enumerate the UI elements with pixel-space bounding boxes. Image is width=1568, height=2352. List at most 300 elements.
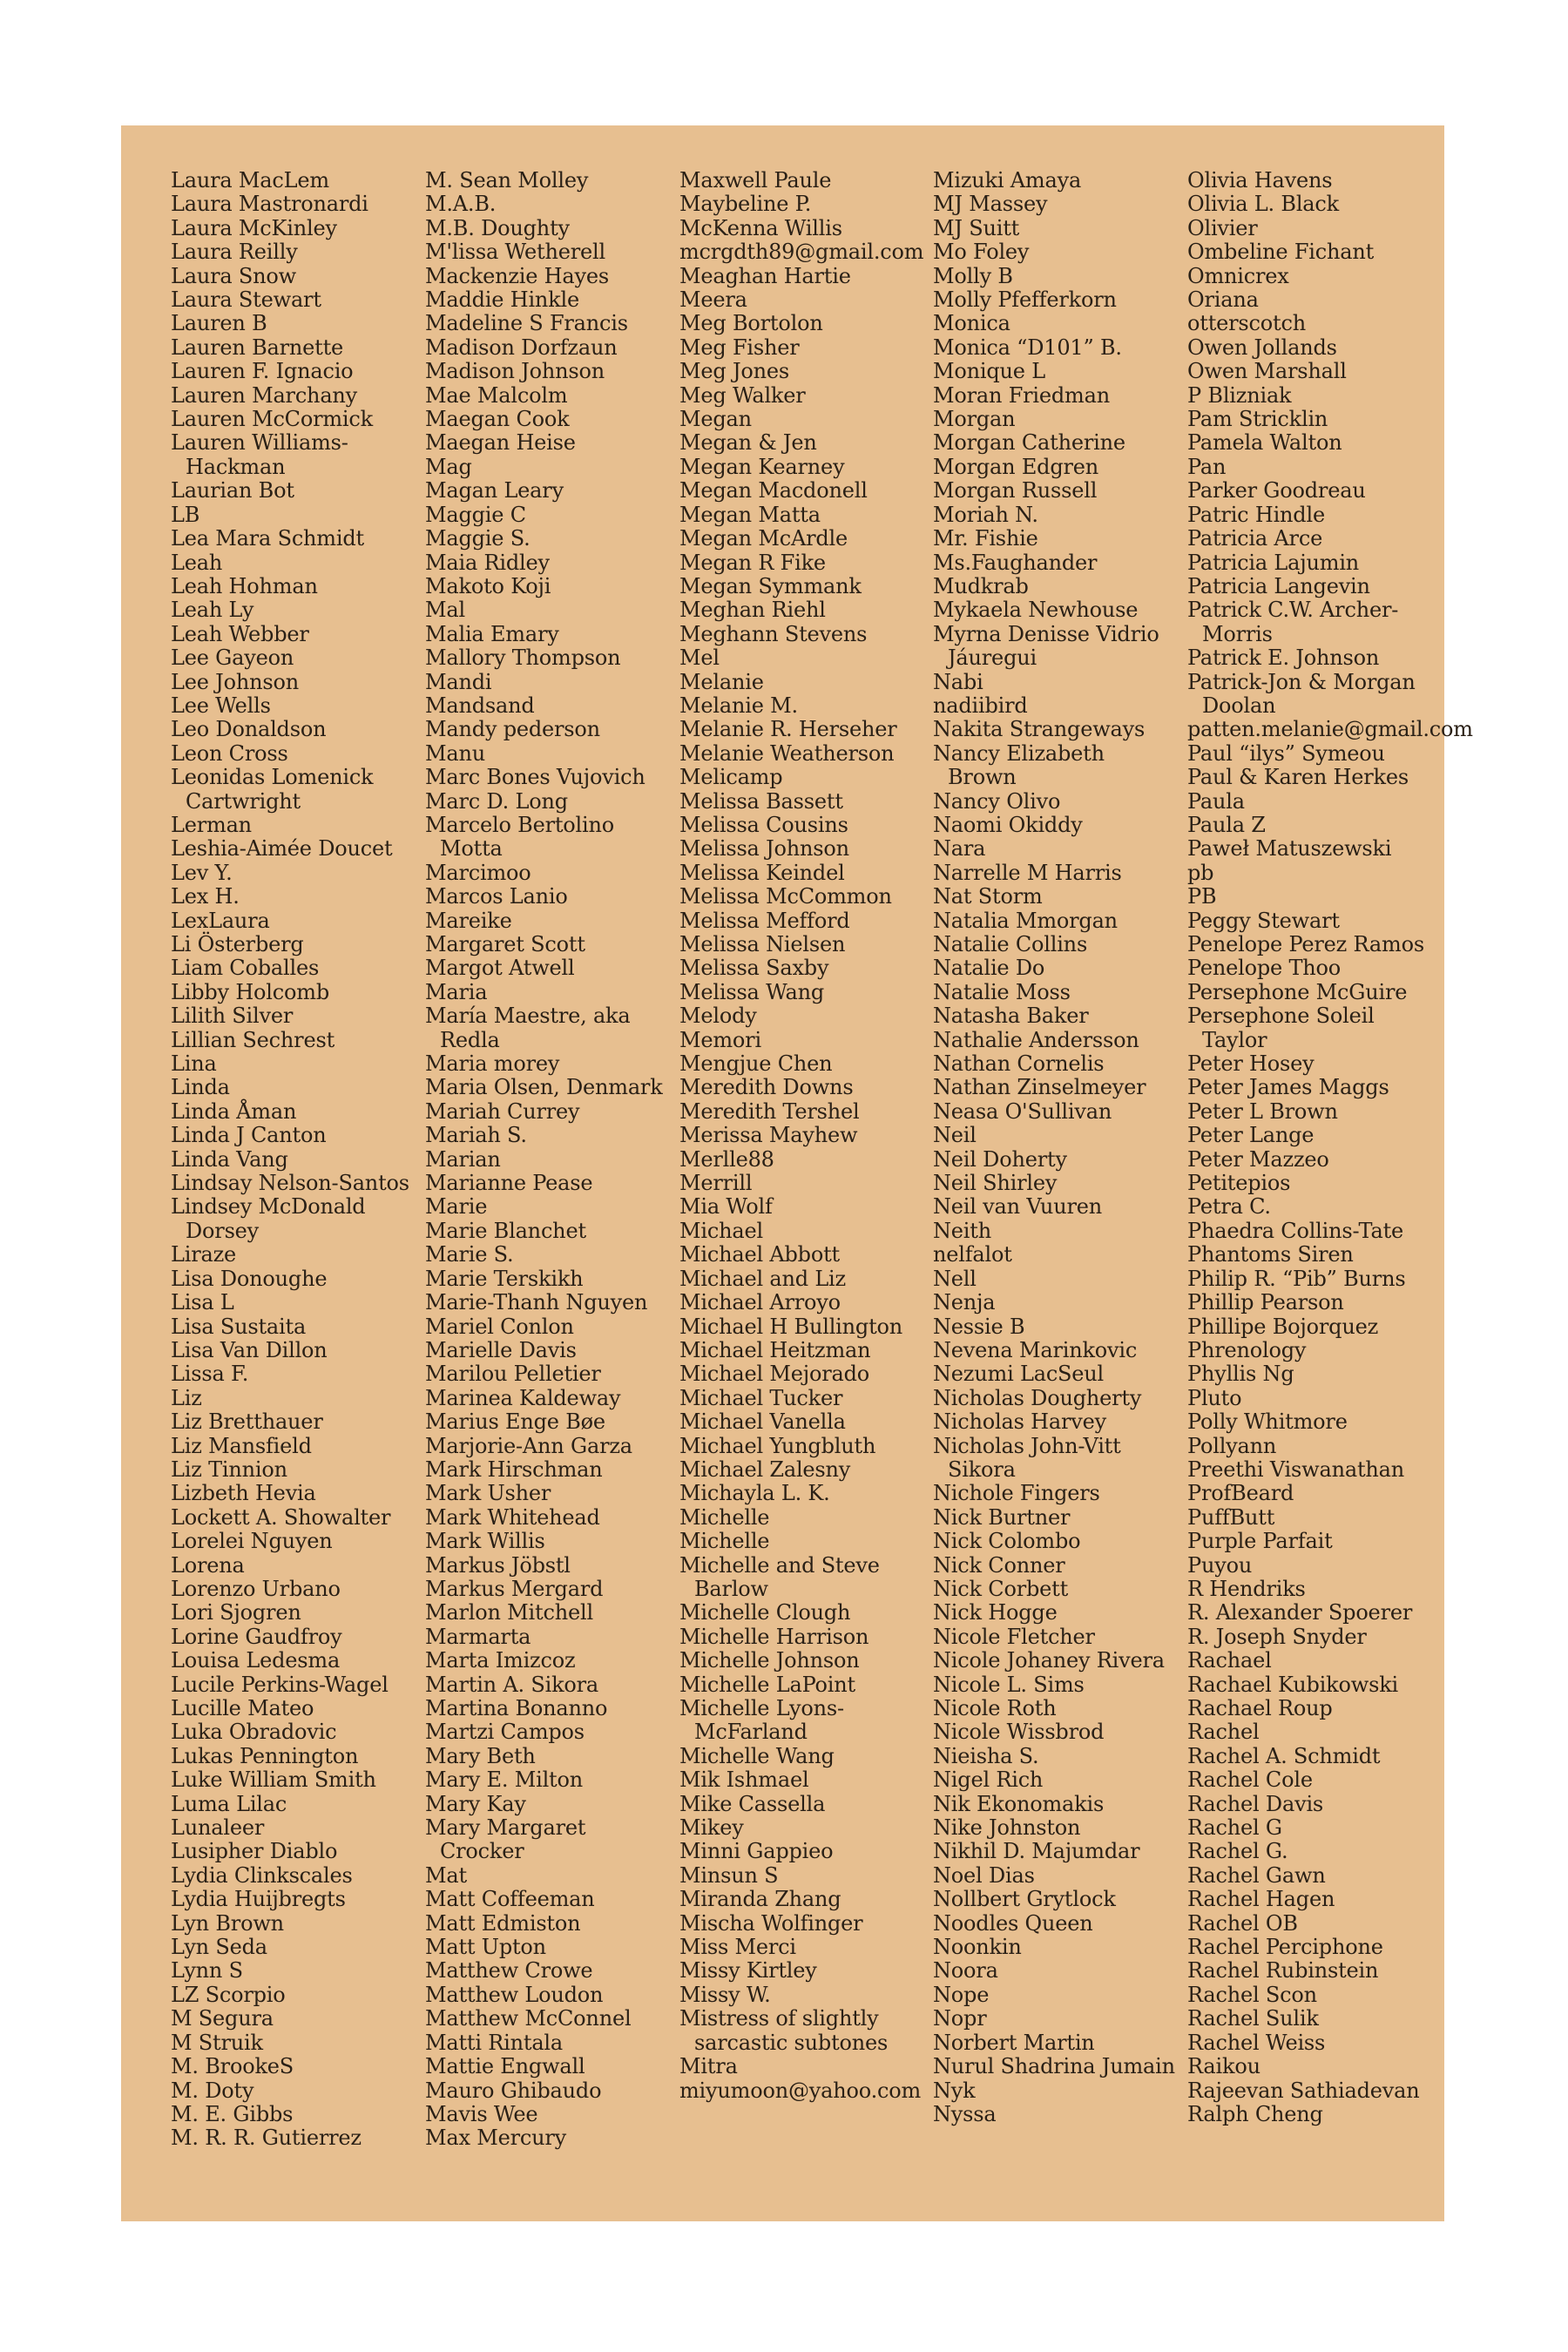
backer-name: Rachel OB bbox=[1187, 1910, 1298, 1936]
backer-name: Nat Storm bbox=[933, 884, 1043, 909]
backer-name: Laura McKinley bbox=[171, 215, 337, 240]
backer-name: M.B. Doughty bbox=[425, 215, 570, 240]
backer-name: Parker Goodreau bbox=[1187, 478, 1366, 504]
backer-name: Rachel Weiss bbox=[1187, 2030, 1326, 2055]
backer-name: Lyn Seda bbox=[171, 1935, 267, 1960]
backer-name: Nyssa bbox=[933, 2101, 997, 2126]
backer-name: Laura Mastronardi bbox=[171, 192, 368, 217]
name-column-2 bbox=[425, 169, 669, 2151]
backer-name: Marta Imizcoz bbox=[425, 1648, 576, 1673]
backer-name: Nell bbox=[933, 1266, 977, 1291]
backer-name: Michael Mejorado bbox=[679, 1362, 870, 1387]
backer-name: M. BrookeS bbox=[171, 2054, 294, 2079]
backer-name: Nick Corbett bbox=[933, 1576, 1069, 1601]
backer-name: Melanie Weatherson bbox=[679, 740, 895, 766]
backer-name: Lorenzo Urbano bbox=[171, 1576, 341, 1601]
name-column-3 bbox=[679, 169, 923, 2103]
backer-name: Marilou Pelletier bbox=[425, 1362, 601, 1387]
backer-name: Noodles Queen bbox=[933, 1910, 1093, 1936]
backer-name: Michael Abbott bbox=[679, 1242, 840, 1267]
backer-name: Morgan Russell bbox=[933, 478, 1098, 504]
backer-name: Mia Wolf bbox=[679, 1194, 773, 1220]
backer-name: Lydia Huijbregts bbox=[171, 1887, 346, 1912]
backer-name: Marie-Thanh Nguyen bbox=[425, 1290, 648, 1315]
backer-name: Molly B bbox=[933, 263, 1013, 288]
backer-name: Phillip Pearson bbox=[1187, 1290, 1344, 1315]
backer-name: Merlle88 bbox=[679, 1146, 774, 1172]
backer-name: Michelle Clough bbox=[679, 1600, 851, 1625]
backer-name: Leshia-Aimée Doucet bbox=[171, 836, 393, 862]
backer-name: Minni Gappieo bbox=[679, 1839, 834, 1864]
backer-name: Marian bbox=[425, 1146, 501, 1172]
backer-name: Luma Lilac bbox=[171, 1791, 287, 1816]
backer-name: Maxwell Paule bbox=[679, 168, 832, 193]
backer-name: Mal bbox=[425, 598, 465, 623]
backer-name: Mike Cassella bbox=[679, 1791, 826, 1816]
backer-name: Michael Vanella bbox=[679, 1409, 846, 1435]
backer-name: Marlon Mitchell bbox=[425, 1600, 593, 1625]
backer-name: Markus Jöbstl bbox=[425, 1552, 571, 1578]
backer-name: Rachel Gawn bbox=[1187, 1862, 1326, 1888]
backer-name: Michael Zalesny bbox=[679, 1456, 851, 1482]
backer-name: Megan McArdle bbox=[679, 526, 848, 551]
backer-name: Meg Jones bbox=[679, 359, 790, 384]
backer-name: Lilith Silver bbox=[171, 1004, 294, 1029]
backer-name: Mik Ishmael bbox=[679, 1767, 809, 1793]
backer-name: Melissa Bassett bbox=[679, 788, 843, 814]
backer-name: patten.melanie@gmail.com bbox=[1187, 717, 1473, 742]
backer-name: Paweł Matuszewski bbox=[1187, 836, 1392, 862]
backer-name: Nara bbox=[933, 836, 986, 862]
backer-name: Mallory Thompson bbox=[425, 645, 621, 671]
backer-name: Lyn Brown bbox=[171, 1910, 284, 1936]
backer-name: Margaret Scott bbox=[425, 932, 585, 956]
backer-name: Lauren McCormick bbox=[171, 407, 373, 432]
backer-name: Linda bbox=[171, 1075, 230, 1100]
backer-name: Matt Edmiston bbox=[425, 1910, 581, 1936]
backer-name: Penelope Thoo bbox=[1187, 956, 1342, 981]
backer-name: Marcos Lanio bbox=[425, 884, 568, 909]
backer-name: Merissa Mayhew bbox=[679, 1123, 858, 1148]
backer-name: Luka Obradovic bbox=[171, 1720, 337, 1745]
backer-name: Leah Webber bbox=[171, 621, 309, 646]
backer-name: Lee Johnson bbox=[171, 669, 299, 694]
backer-name: Nakita Strangeways bbox=[933, 717, 1146, 742]
backer-name: Patricia Lajumin bbox=[1187, 550, 1360, 575]
backer-name: Moran Friedman bbox=[933, 382, 1110, 408]
backer-name: LB bbox=[171, 502, 200, 527]
backer-name: R Hendriks bbox=[1187, 1576, 1306, 1601]
backer-name: Linda Åman bbox=[171, 1098, 297, 1124]
backer-name: Michelle and Steve Barlow bbox=[679, 1552, 880, 1601]
backer-name: Lex H. bbox=[171, 884, 240, 909]
backer-name: Marie Terskikh bbox=[425, 1266, 584, 1291]
backer-name: Mauro Ghibaudo bbox=[425, 2078, 602, 2103]
backer-name: Laura Stewart bbox=[171, 287, 321, 313]
backer-name: Nathan Cornelis bbox=[933, 1051, 1105, 1077]
backer-name: Maegan Cook bbox=[425, 407, 570, 432]
backer-name: Phrenology bbox=[1187, 1337, 1307, 1362]
backer-name: Rachael bbox=[1187, 1648, 1272, 1673]
backer-name: Phaedra Collins-Tate bbox=[1187, 1218, 1404, 1243]
backer-name: Meghann Stevens bbox=[679, 621, 868, 646]
backer-name: Nollbert Grytlock bbox=[933, 1887, 1116, 1912]
backer-name: Mischa Wolfinger bbox=[679, 1910, 863, 1936]
backer-name: Mandi bbox=[425, 669, 492, 694]
backer-name: Nathalie Andersson bbox=[933, 1027, 1139, 1052]
backer-name: Neil van Vuuren bbox=[933, 1194, 1102, 1220]
backer-name: Mag bbox=[425, 454, 472, 479]
backer-name: Michael Heitzman bbox=[679, 1337, 871, 1362]
name-column-5 bbox=[1187, 168, 1473, 2126]
backer-name: Liz bbox=[171, 1385, 202, 1410]
backer-name: Mary E. Milton bbox=[425, 1767, 583, 1793]
backer-name: Rachel Scon bbox=[1187, 1982, 1317, 2007]
backer-name: Mattie Engwall bbox=[425, 2054, 585, 2079]
backer-name: Patrick C.W. Archer-Morris bbox=[1187, 598, 1399, 646]
backer-name: Michael Tucker bbox=[679, 1385, 843, 1410]
backer-name: Purple Parfait bbox=[1187, 1529, 1333, 1554]
backer-name: LexLaura bbox=[171, 908, 270, 933]
backer-name: Lauren F. Ignacio bbox=[171, 359, 354, 384]
backer-name: Nikhil D. Majumdar bbox=[933, 1839, 1140, 1864]
backer-name: Mizuki Amaya bbox=[933, 168, 1082, 193]
backer-name: Norbert Martin bbox=[933, 2030, 1095, 2055]
backer-name: Paula bbox=[1187, 788, 1245, 814]
backer-name: Mary Kay bbox=[425, 1791, 526, 1816]
backer-name: Lea Mara Schmidt bbox=[171, 526, 364, 551]
backer-name: Meaghan Hartie bbox=[679, 263, 851, 288]
backer-name: Maegan Heise bbox=[425, 430, 576, 456]
backer-name: nelfalot bbox=[933, 1242, 1012, 1267]
backer-name: Manu bbox=[425, 740, 485, 766]
backer-name: Meera bbox=[679, 287, 747, 313]
backer-name: Melody bbox=[679, 1004, 757, 1029]
backer-name: Peter Mazzeo bbox=[1187, 1146, 1329, 1172]
backer-name: Mat bbox=[425, 1862, 467, 1888]
backer-name: Maybeline P. bbox=[679, 192, 812, 217]
backer-name: Naomi Okiddy bbox=[933, 812, 1083, 837]
backer-name: Nicholas Harvey bbox=[933, 1409, 1106, 1435]
backer-name: Melanie M. bbox=[679, 693, 798, 718]
backer-name: Melissa Wang bbox=[679, 979, 825, 1004]
backer-name: Melissa Johnson bbox=[679, 836, 849, 862]
backer-name: Rachel Rubinstein bbox=[1187, 1958, 1379, 1984]
backer-name: Ralph Cheng bbox=[1187, 2101, 1323, 2126]
backer-name: Mistress of slightly sarcastic subtones bbox=[679, 2006, 889, 2055]
backer-name: Nicholas John-Vitt Sikora bbox=[933, 1433, 1121, 1482]
backer-name: Monica “D101” B. bbox=[933, 335, 1122, 360]
backer-name: Rachel G. bbox=[1187, 1839, 1288, 1864]
backer-name: Louisa Ledesma bbox=[171, 1648, 341, 1673]
backer-name: Peter Lange bbox=[1187, 1123, 1315, 1148]
backer-name: Rachel Perciphone bbox=[1187, 1935, 1383, 1960]
backer-name: Morgan Edgren bbox=[933, 454, 1099, 479]
backer-name: Miss Merci bbox=[679, 1935, 796, 1960]
backer-name: Megan Symmank bbox=[679, 573, 862, 598]
backer-name: Meghan Riehl bbox=[679, 598, 826, 623]
backer-name: Libby Holcomb bbox=[171, 979, 329, 1004]
backer-name: Natalia Mmorgan bbox=[933, 908, 1118, 933]
backer-name: pb bbox=[1187, 860, 1214, 885]
backer-name: Owen Marshall bbox=[1187, 359, 1347, 384]
backer-name: Max Mercury bbox=[425, 2126, 567, 2151]
backer-name: Noel Dias bbox=[933, 1862, 1035, 1888]
backer-name: Phillipe Bojorquez bbox=[1187, 1314, 1379, 1339]
backer-name: Maggie C bbox=[425, 502, 526, 527]
backer-name: Olivia L. Black bbox=[1187, 192, 1340, 217]
backer-name: Patric Hindle bbox=[1187, 502, 1325, 527]
backer-name: M Segura bbox=[171, 2006, 274, 2031]
backer-name: Mae Malcolm bbox=[425, 382, 568, 408]
backer-name: MJ Massey bbox=[933, 192, 1048, 217]
backer-name: Leah Hohman bbox=[171, 573, 318, 598]
backer-name: Memori bbox=[679, 1027, 761, 1052]
backer-name: Lorine Gaudfroy bbox=[171, 1624, 342, 1649]
backer-name: Nick Hogge bbox=[933, 1600, 1058, 1625]
backer-name: miyumoon@yahoo.com bbox=[679, 2078, 922, 2103]
backer-name: Melissa Nielsen bbox=[679, 932, 846, 956]
backer-name: Megan bbox=[679, 407, 752, 432]
backer-name: Markus Mergard bbox=[425, 1576, 604, 1601]
backer-name: Puyou bbox=[1187, 1552, 1253, 1578]
backer-name: Rachel A. Schmidt bbox=[1187, 1743, 1381, 1768]
backer-name: Nurul Shadrina Jumain bbox=[933, 2054, 1175, 2079]
backer-name: Megan Macdonell bbox=[679, 478, 868, 504]
backer-name: Preethi Viswanathan bbox=[1187, 1456, 1405, 1482]
backer-name: Lauren B bbox=[171, 311, 267, 336]
backer-name: Nieisha S. bbox=[933, 1743, 1039, 1768]
backer-name: Matt Coffeeman bbox=[425, 1887, 595, 1912]
backer-name: Liraze bbox=[171, 1242, 237, 1267]
backer-name: Lucile Perkins-Wagel bbox=[171, 1672, 389, 1697]
backer-name: Mareike bbox=[425, 908, 512, 933]
backer-name: Michael bbox=[679, 1218, 763, 1243]
backer-name: Matthew Loudon bbox=[425, 1982, 604, 2007]
backer-name: Nicole Wissbrod bbox=[933, 1720, 1105, 1745]
backer-name: Martina Bonanno bbox=[425, 1696, 608, 1720]
backer-name: Malia Emary bbox=[425, 621, 559, 646]
backer-name: Marianne Pease bbox=[425, 1171, 593, 1196]
backer-name: Monica bbox=[933, 311, 1010, 336]
backer-name: Laura Snow bbox=[171, 263, 297, 288]
backer-name: Melissa Saxby bbox=[679, 956, 829, 981]
backer-name: Nenja bbox=[933, 1290, 996, 1315]
backer-name: Lisa Sustaita bbox=[171, 1314, 307, 1339]
backer-name: Lindsay Nelson-Santos bbox=[171, 1171, 409, 1196]
backer-name: Lindsey McDonald Dorsey bbox=[171, 1194, 366, 1243]
backer-name: Nicole Fletcher bbox=[933, 1624, 1095, 1649]
backer-name: Nigel Rich bbox=[933, 1767, 1044, 1793]
backer-name: Nichole Fingers bbox=[933, 1481, 1100, 1506]
backer-name: Linda J Canton bbox=[171, 1123, 327, 1148]
backer-name: Natalie Do bbox=[933, 956, 1045, 981]
backer-name: Neil Shirley bbox=[933, 1171, 1058, 1196]
backer-name: M.A.B. bbox=[425, 192, 497, 217]
backer-name: Melissa Keindel bbox=[679, 860, 845, 885]
backer-name: Missy W. bbox=[679, 1982, 771, 2007]
backer-name: Leah bbox=[171, 550, 223, 575]
backer-name: Mudkrab bbox=[933, 573, 1029, 598]
backer-name: Nicole Johaney Rivera bbox=[933, 1648, 1165, 1673]
backer-name: Linda Vang bbox=[171, 1146, 288, 1172]
backer-name: Rachel Davis bbox=[1187, 1791, 1324, 1816]
backer-name: Melanie R. Herseher bbox=[679, 717, 897, 742]
backer-name: M. E. Gibbs bbox=[171, 2101, 294, 2126]
backer-name: Olivier bbox=[1187, 215, 1258, 240]
backer-name: Maria Olsen, Denmark bbox=[425, 1075, 663, 1100]
backer-name: Martin A. Sikora bbox=[425, 1672, 599, 1697]
backer-name: Lerman bbox=[171, 812, 252, 837]
backer-name: Lorena bbox=[171, 1552, 245, 1578]
backer-name: Persephone Soleil Taylor bbox=[1187, 1004, 1375, 1052]
backer-name: Melicamp bbox=[679, 765, 783, 790]
backer-name: Rachel Hagen bbox=[1187, 1887, 1335, 1912]
backer-name: Paula Z bbox=[1187, 812, 1266, 837]
backer-name: Mariah Currey bbox=[425, 1098, 580, 1124]
backer-name: Lisa Donoughe bbox=[171, 1266, 328, 1291]
backer-name: Natalie Moss bbox=[933, 979, 1071, 1004]
backer-name: Lunaleer bbox=[171, 1815, 265, 1841]
backer-name: Patricia Arce bbox=[1187, 526, 1323, 551]
backer-name: Monique L bbox=[933, 359, 1045, 384]
backer-name: Nicole L. Sims bbox=[933, 1672, 1085, 1697]
backer-name: Michayla L. K. bbox=[679, 1481, 830, 1506]
name-column-4 bbox=[933, 169, 1177, 2126]
backer-name: Mariah S. bbox=[425, 1123, 527, 1148]
backer-name: Mikey bbox=[679, 1815, 744, 1841]
backer-name: Lee Gayeon bbox=[171, 645, 294, 671]
backer-name: Martzi Campos bbox=[425, 1720, 585, 1745]
backer-name: Marc D. Long bbox=[425, 788, 568, 814]
backer-name: Michael Arroyo bbox=[679, 1290, 841, 1315]
backer-name: Philip R. “Pib” Burns bbox=[1187, 1266, 1406, 1291]
backer-name: Mr. Fishie bbox=[933, 526, 1038, 551]
backer-name: nadiibird bbox=[933, 693, 1028, 718]
backer-name: Peter Hosey bbox=[1187, 1051, 1315, 1077]
backer-name: Michael and Liz bbox=[679, 1266, 846, 1291]
backer-name: Nick Colombo bbox=[933, 1529, 1081, 1554]
backer-name: Makoto Koji bbox=[425, 573, 551, 598]
backer-name: Laura Reilly bbox=[171, 240, 298, 265]
backer-name: Megan R Fike bbox=[679, 550, 826, 575]
backer-name: Michelle bbox=[679, 1504, 770, 1530]
backer-name: Matthew McConnel bbox=[425, 2006, 632, 2031]
backer-name: Lissa F. bbox=[171, 1362, 249, 1387]
backer-name: Ombeline Fichant bbox=[1187, 240, 1375, 265]
backer-name: María Maestre, aka Redla bbox=[425, 1004, 631, 1052]
backer-name: Peter James Maggs bbox=[1187, 1075, 1389, 1100]
name-column-1 bbox=[171, 169, 415, 2151]
backer-name: M'lissa Wetherell bbox=[425, 240, 605, 265]
backer-name: Marinea Kaldeway bbox=[425, 1385, 621, 1410]
backer-name: Patrick E. Johnson bbox=[1187, 645, 1380, 671]
backer-name: Raikou bbox=[1187, 2054, 1260, 2079]
backer-name: Lukas Pennington bbox=[171, 1743, 359, 1768]
backer-name: Lisa Van Dillon bbox=[171, 1337, 328, 1362]
backer-name: Lillian Sechrest bbox=[171, 1027, 335, 1052]
backer-name: Miranda Zhang bbox=[679, 1887, 841, 1912]
backer-name: Michael H Bullington bbox=[679, 1314, 903, 1339]
backer-name: Mel bbox=[679, 645, 720, 671]
backer-name: Liz Mansfield bbox=[171, 1433, 312, 1458]
backer-name: Lydia Clinkscales bbox=[171, 1862, 353, 1888]
backer-name: Melissa Cousins bbox=[679, 812, 848, 837]
backer-name: Marjorie-Ann Garza bbox=[425, 1433, 632, 1458]
backer-name: Meredith Downs bbox=[679, 1075, 854, 1100]
backer-name: Mo Foley bbox=[933, 240, 1030, 265]
backer-name: Mark Hirschman bbox=[425, 1456, 603, 1482]
backer-name: Melanie bbox=[679, 669, 764, 694]
backer-name: Li Österberg bbox=[171, 932, 304, 956]
backer-name: Lockett A. Showalter bbox=[171, 1504, 391, 1530]
backer-name: Marie S. bbox=[425, 1242, 514, 1267]
backers-panel bbox=[121, 125, 1473, 2221]
backer-name: Meg Walker bbox=[679, 382, 806, 408]
backer-name: Nathan Zinselmeyer bbox=[933, 1075, 1146, 1100]
backer-name: Marcimoo bbox=[425, 860, 531, 885]
backer-name: Mackenzie Hayes bbox=[425, 263, 609, 288]
backer-name: Nancy Elizabeth Brown bbox=[933, 740, 1105, 790]
backer-name: Liam Coballes bbox=[171, 956, 320, 981]
backer-name: Nevena Marinkovic bbox=[933, 1337, 1138, 1362]
backer-name: R. Joseph Snyder bbox=[1187, 1624, 1367, 1649]
backer-name: Marielle Davis bbox=[425, 1337, 577, 1362]
backer-name: Olivia Havens bbox=[1187, 168, 1333, 193]
backer-name: Marie Blanchet bbox=[425, 1218, 586, 1243]
backer-name: PuffButt bbox=[1187, 1504, 1275, 1530]
backer-name: Melissa McCommon bbox=[679, 884, 892, 909]
backer-name: Mary Beth bbox=[425, 1743, 536, 1768]
backer-name: Omnicrex bbox=[1187, 263, 1289, 288]
backer-name: Nik Ekonomakis bbox=[933, 1791, 1105, 1816]
backer-name: Nicholas Dougherty bbox=[933, 1385, 1142, 1410]
backer-name: Noonkin bbox=[933, 1935, 1022, 1960]
backer-name: Penelope Perez Ramos bbox=[1187, 932, 1424, 956]
backer-name: Madison Dorfzaun bbox=[425, 335, 618, 360]
backer-name: Morgan Catherine bbox=[933, 430, 1125, 456]
backer-name: Marie bbox=[425, 1194, 488, 1220]
backer-name: Mandy pederson bbox=[425, 717, 600, 742]
backer-name: Mavis Wee bbox=[425, 2101, 538, 2126]
backer-name: Lee Wells bbox=[171, 693, 271, 718]
backer-name: Petra C. bbox=[1187, 1194, 1271, 1220]
backer-name: Mitra bbox=[679, 2054, 738, 2079]
backer-name: Maria bbox=[425, 979, 488, 1004]
backer-name: Margot Atwell bbox=[425, 956, 575, 981]
backer-name: Megan Matta bbox=[679, 502, 821, 527]
backer-name: Maria morey bbox=[425, 1051, 560, 1077]
backer-name: Peter L Brown bbox=[1187, 1098, 1338, 1124]
backer-name: Ms.Faughander bbox=[933, 550, 1098, 575]
backer-name: Lauren Williams-Hackman bbox=[171, 430, 348, 479]
backer-name: Luke William Smith bbox=[171, 1767, 376, 1793]
backer-name: Leo Donaldson bbox=[171, 717, 327, 742]
backer-name: Petitepios bbox=[1187, 1171, 1291, 1196]
backer-name: Nick Burtner bbox=[933, 1504, 1071, 1530]
backer-name: Nancy Olivo bbox=[933, 788, 1061, 814]
backer-name: Phyllis Ng bbox=[1187, 1362, 1294, 1387]
backer-name: Peggy Stewart bbox=[1187, 908, 1340, 933]
backer-name: Mark Usher bbox=[425, 1481, 551, 1506]
backer-name: Rachel bbox=[1187, 1720, 1260, 1745]
backer-name: Polly Whitmore bbox=[1187, 1409, 1348, 1435]
backer-name: Mengjue Chen bbox=[679, 1051, 833, 1077]
backer-name: Lorelei Nguyen bbox=[171, 1529, 333, 1554]
backer-name: Molly Pfefferkorn bbox=[933, 287, 1117, 313]
backer-name: Matthew Crowe bbox=[425, 1958, 593, 1984]
backer-name: Neith bbox=[933, 1218, 991, 1243]
